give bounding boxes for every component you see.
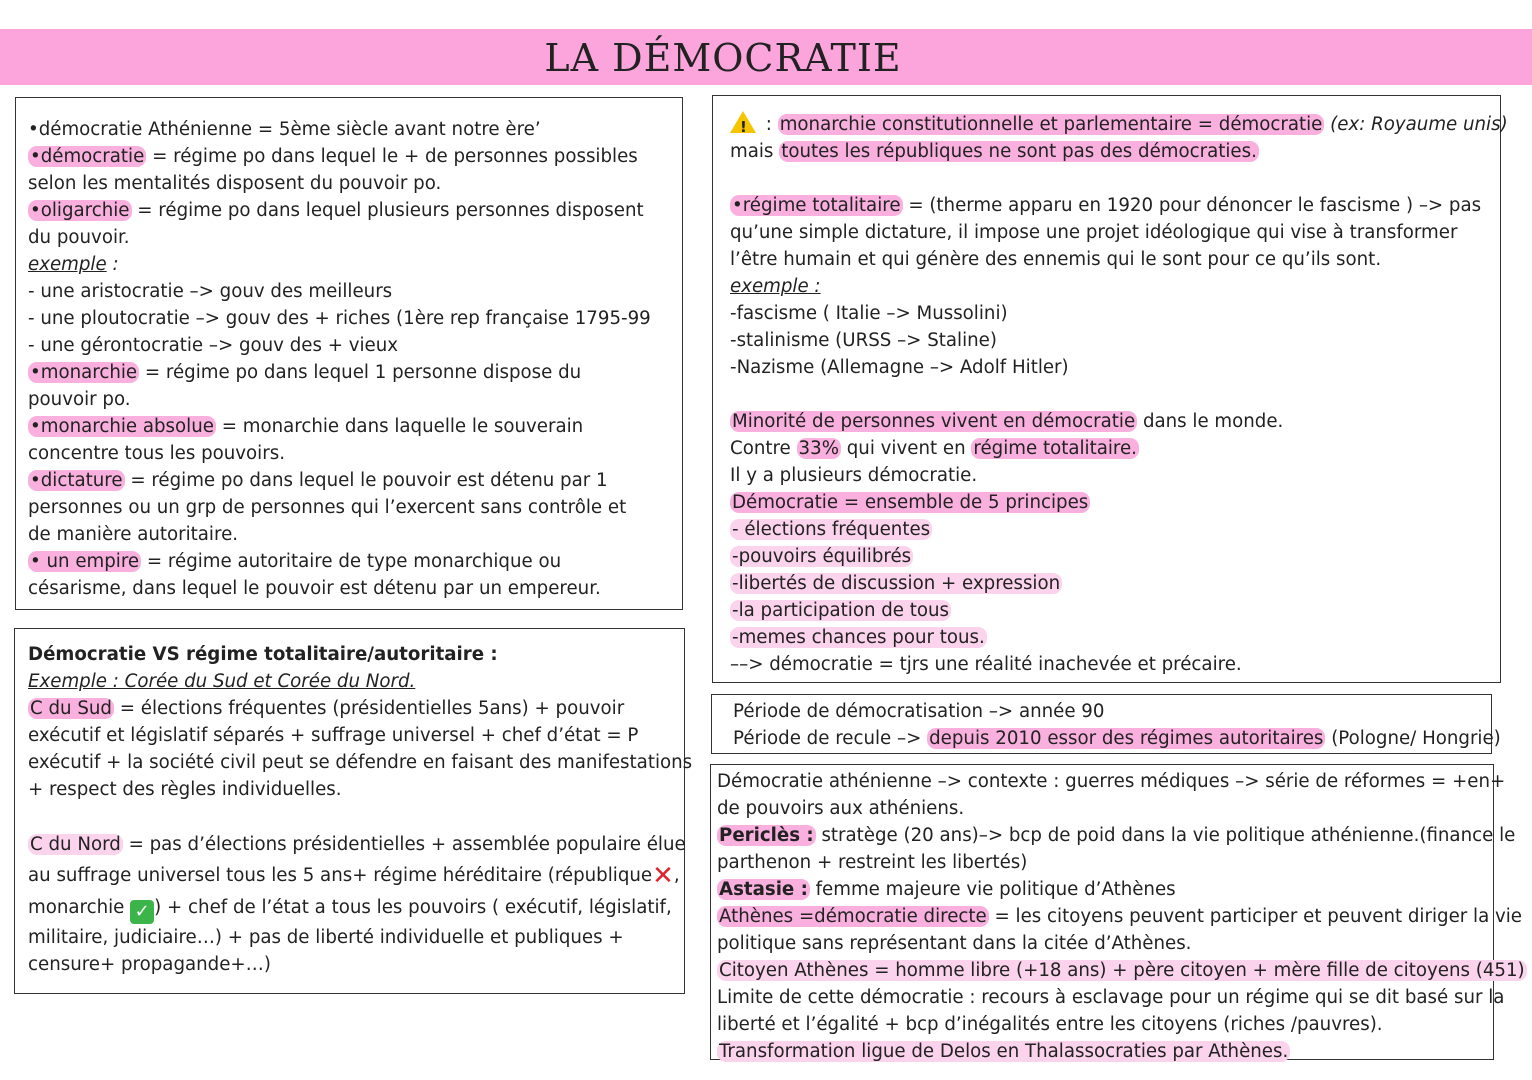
text: Contre	[730, 438, 797, 459]
highlight: Astasie :	[719, 879, 808, 900]
text: = (therme apparu en 1920 pour dénoncer le fascisme ) –> pas	[902, 195, 1482, 216]
text: = régime autoritaire de type monarchique ou	[141, 551, 562, 572]
text: au suffrage universel tous les 5 ans+ régime héréditaire (république	[28, 865, 653, 886]
text-line: personnes ou un grp de personnes qui l’exercent sans contrôle et	[28, 497, 627, 518]
text: (Pologne/ Hongrie)	[1325, 728, 1501, 749]
text: = régime po dans lequel 1 personne dispose du	[139, 362, 582, 383]
text-line	[28, 197, 682, 224]
text: = pas d’élections présidentielles + assemblée populaire élue	[122, 834, 686, 855]
text-line	[730, 408, 1500, 435]
highlight: -memes chances pour tous.	[732, 627, 985, 648]
spacer	[730, 381, 1500, 408]
text-line	[717, 876, 1493, 903]
highlight: • un empire	[30, 551, 140, 572]
spacer	[28, 803, 684, 830]
highlight: Transformation ligue de Delos en Thalassocraties par Athènes.	[719, 1041, 1289, 1062]
text-line: selon les mentalités disposent du pouvoir po.	[28, 173, 442, 194]
text: stratège (20 ans)–> bcp de poid dans la vie politique athénienne.(finance le	[815, 825, 1516, 846]
text-line: + respect des règles individuelles.	[28, 779, 342, 800]
text-line: politique sans représentant dans la citée d’Athènes.	[717, 933, 1192, 954]
periods-box	[711, 694, 1501, 754]
text: ) + chef de l’état a tous les pouvoirs ( exécutif, législatif,	[154, 897, 672, 918]
text: mais	[730, 141, 780, 162]
highlight: Periclès :	[719, 825, 814, 846]
highlight: 33%	[798, 438, 839, 459]
text-line: -Nazisme (Allemagne –> Adolf Hitler)	[730, 357, 1069, 378]
text-line	[28, 467, 682, 494]
text: = élections fréquentes (présidentielles 5ans) + pouvoir	[113, 698, 625, 719]
highlight: •régime totalitaire	[732, 195, 901, 216]
text-line: du pouvoir.	[28, 227, 130, 248]
highlight: •dictature	[30, 470, 123, 491]
text-line: militaire, judiciaire…) + pas de liberté individuelle et publiques +	[28, 927, 624, 948]
page-title: LA DÉMOCRATIE	[544, 36, 902, 80]
text-line	[730, 597, 1500, 624]
highlight: •monarchie absolue	[30, 416, 214, 437]
spacer	[730, 165, 1500, 192]
text-line: liberté et l’égalité + bcp d’inégalités entre les citoyens (riches /pauvres).	[717, 1014, 1383, 1035]
text-line: exécutif et législatif séparés + suffrage universel + chef d’état = P	[28, 725, 639, 746]
text-line: Il y a plusieurs démocratie.	[730, 465, 978, 486]
highlight: -pouvoirs équilibrés	[732, 546, 912, 567]
text-line	[730, 516, 1500, 543]
highlight: •oligarchie	[30, 200, 130, 221]
highlight: -la participation de tous	[732, 600, 950, 621]
text-line	[730, 489, 1500, 516]
text-line: -fascisme ( Italie –> Mussolini)	[730, 303, 1008, 324]
text-line	[28, 359, 682, 386]
text-line: censure+ propagande+…)	[28, 954, 271, 975]
text-line	[28, 143, 682, 170]
text-line	[717, 1038, 1493, 1065]
cross-icon: ✕	[652, 861, 674, 891]
text-line: •démocratie Athénienne = 5ème siècle avant notre ère’	[28, 119, 541, 140]
check-icon: ✓	[130, 900, 154, 924]
text-line: - une ploutocratie –> gouv des + riches (1ère rep française 1795-99	[28, 308, 651, 329]
text-line	[28, 548, 682, 575]
text: = régime po dans lequel le + de personnes possibles	[146, 146, 638, 167]
text-line: exécutif + la société civil peut se défendre en faisant des manifestations	[28, 752, 693, 773]
text-line	[730, 192, 1500, 219]
text: qui vivent en	[840, 438, 972, 459]
text: monarchie	[28, 897, 131, 918]
text: ,	[673, 865, 680, 886]
text-line: -stalinisme (URSS –> Staline)	[730, 330, 997, 351]
text-line	[28, 251, 682, 278]
totalitarian-box	[712, 95, 1508, 683]
highlight: - élections fréquentes	[732, 519, 931, 540]
text: = monarchie dans laquelle le souverain	[215, 416, 584, 437]
text-line: pouvoir po.	[28, 389, 131, 410]
highlight: -libertés de discussion + expression	[732, 573, 1061, 594]
highlight: Citoyen Athènes = homme libre (+18 ans) + père citoyen + mère fille de citoyens (451)	[719, 960, 1525, 981]
text-line: concentre tous les pouvoirs.	[28, 443, 285, 464]
text-line: - une aristocratie –> gouv des meilleurs	[28, 281, 393, 302]
text-line	[730, 624, 1500, 651]
text-line: Démocratie athénienne –> contexte : guerres médiques –> série de réformes = +en+	[717, 771, 1506, 792]
highlight: monarchie constitutionnelle et parlementaire = démocratie	[779, 114, 1323, 135]
text-line: césarisme, dans lequel le pouvoir est détenu par un empereur.	[28, 578, 601, 599]
text-line: de pouvoirs aux athéniens.	[717, 798, 965, 819]
text-line	[28, 695, 684, 722]
highlight: Minorité de personnes vivent en démocratie	[732, 411, 1136, 432]
text: Période de recule –>	[733, 728, 928, 749]
highlight: Démocratie = ensemble de 5 principes	[732, 492, 1089, 513]
text-line: ––> démocratie = tjrs une réalité inachevée et précaire.	[730, 654, 1242, 675]
highlight: C du Sud	[30, 698, 112, 719]
text-line: qu’une simple dictature, il impose une projet idéologique qui vise à transformer	[730, 222, 1458, 243]
text-line	[730, 435, 1500, 462]
text: = les citoyens peuvent participer et peuvent diriger la vie	[988, 906, 1522, 927]
definitions-box	[15, 97, 683, 610]
text: :	[106, 254, 119, 275]
text-line	[28, 860, 684, 892]
text: femme majeure vie politique d’Athènes	[809, 879, 1176, 900]
text-line	[730, 570, 1500, 597]
text: = régime po dans lequel plusieurs personnes disposent	[131, 200, 644, 221]
text-line: parthenon + restreint les libertés)	[717, 852, 1028, 873]
text-line: l’être humain et qui génère des ennemis qui le sont pour ce qu’ils sont.	[730, 249, 1382, 270]
text-line	[28, 413, 682, 440]
text-line: - une gérontocratie –> gouv des + vieux	[28, 335, 399, 356]
text-line: Période de démocratisation –> année 90	[733, 701, 1105, 722]
text-line	[28, 830, 684, 860]
text: = régime po dans lequel le pouvoir est détenu par 1	[124, 470, 608, 491]
athenian-democracy-box	[710, 764, 1525, 1062]
text-line	[733, 725, 1501, 752]
text-line	[717, 957, 1525, 984]
text-line	[730, 543, 1500, 570]
text-line	[730, 138, 1500, 165]
highlight: toutes les républiques ne sont pas des démocraties.	[781, 141, 1257, 162]
text: dans le monde.	[1137, 411, 1284, 432]
highlight: •démocratie	[30, 146, 145, 167]
text-line	[730, 111, 1508, 138]
text-line	[717, 822, 1516, 849]
highlight: depuis 2010 essor des régimes autoritaires	[929, 728, 1324, 749]
example-label: exemple	[28, 254, 107, 275]
section-heading: Démocratie VS régime totalitaire/autoritaire :	[28, 644, 498, 665]
comparison-box	[14, 628, 693, 994]
example-label: exemple :	[730, 276, 821, 297]
highlight: •monarchie	[30, 362, 138, 383]
text-line: de manière autoritaire.	[28, 524, 239, 545]
highlight: Athènes =démocratie directe	[719, 906, 987, 927]
text: :	[760, 114, 778, 135]
text-line: Limite de cette démocratie : recours à esclavage pour un régime qui se dit basé sur la	[717, 987, 1505, 1008]
text-line	[28, 892, 684, 924]
highlight: régime totalitaire.	[973, 438, 1137, 459]
highlight: C du Nord	[30, 834, 121, 855]
text-line: Exemple : Corée du Sud et Corée du Nord.	[28, 671, 416, 692]
warning-icon	[730, 111, 756, 133]
text-line	[717, 903, 1522, 930]
text: (ex: Royaume unis)	[1324, 114, 1508, 135]
